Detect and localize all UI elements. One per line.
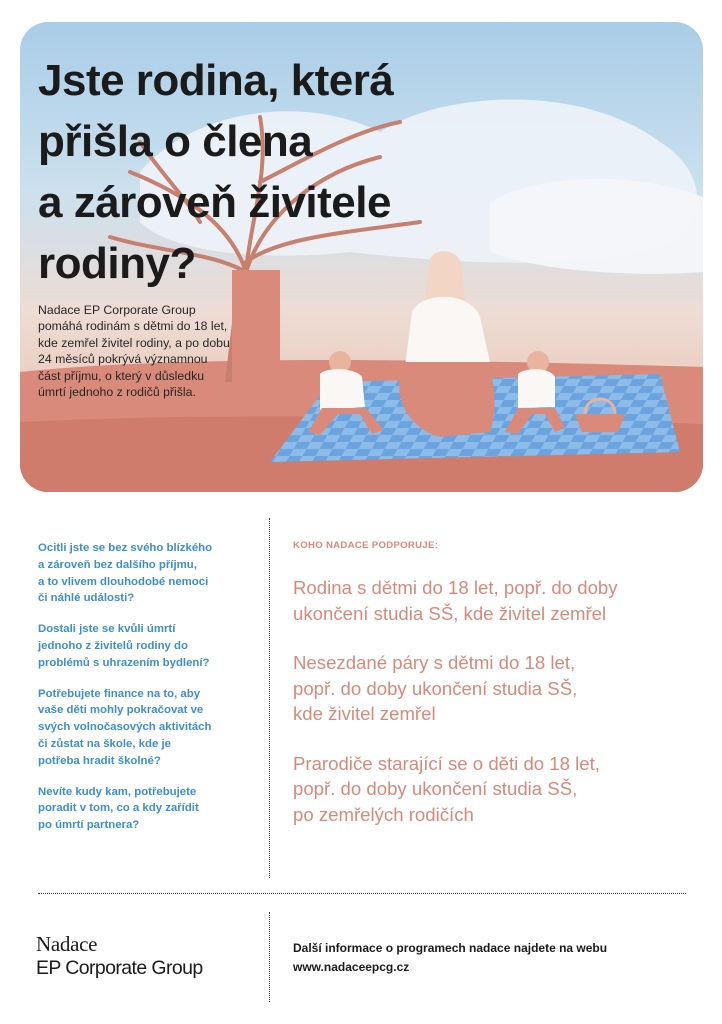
question-line: problémů s uhrazením bydlení? [38,656,210,669]
hero-description [38,302,298,400]
question-line: či náhlé události? [38,592,135,605]
question-line: jednoho z živitelů rodiny do [38,639,188,652]
logo-line: Nadace [36,932,98,956]
hero-title-line: Jste rodina, která [38,56,394,105]
support-heading: KOHO NADACE PODPORUJE: [293,540,439,551]
hero-description-line: pomáhá rodinám s dětmi do 18 let, [38,319,228,334]
column-divider [269,518,270,878]
question-item [38,784,260,834]
question-line: Ocitli jste se bez svého blízkého [38,542,213,554]
support-line: po zemřelých rodičích [293,803,474,825]
question-line: Dostali jste se kvůli úmrtí [38,623,176,636]
question-line: a zároveň bez dalšího příjmu, [38,558,197,571]
hero-title-line: rodiny? [38,239,196,288]
support-line: kde živitel zemřel [293,703,436,724]
question-item [38,621,260,671]
question-line: poradit v tom, co a kdy zařídit [38,802,199,815]
logo-line: EP Corporate Group [36,957,203,979]
hero-description-line: Nadace EP Corporate Group [38,303,196,317]
support-item [293,650,693,727]
footer-info-text: Další informace o programech nadace najdete na webu [293,941,608,955]
support-line: popř. do doby ukončení studia SŠ, [293,778,578,799]
hero-description-line: 24 měsíců pokrývá významnou [38,352,208,367]
hero-description-line: kde zemřel živitel rodiny, a po dobu [38,335,230,350]
website-link[interactable]: www.nadaceepcg.cz [293,960,410,974]
support-item [293,575,693,626]
footer-info [293,939,607,977]
question-line: Nevíte kudy kam, potřebujete [38,785,197,798]
hero-title [38,50,508,294]
support-line: Prarodiče starající se o děti do 18 let, [293,752,600,774]
question-line: Potřebujete finance na to, aby [38,687,201,700]
support-line: ukončení studia SŠ, kde živitel zemřel [293,602,607,624]
question-line: a to vlivem dlouhodobé nemoci [38,575,209,588]
footer-column-divider [269,912,270,1002]
question-item [38,686,260,770]
support-line: Rodina s dětmi do 18 let, popř. do doby [293,577,618,598]
hero-title-line: a zároveň živitele [38,178,391,227]
question-item [38,540,260,607]
support-line: Nesezdané páry s dětmi do 18 let, [293,652,576,673]
support-column [293,540,693,851]
footer-divider [38,893,686,894]
question-line: či zůstat na škole, kde je [38,737,171,750]
hero-description-line: část příjmu, o který v důsledku [38,368,205,383]
question-line: potřeba hradit školné? [38,754,161,767]
foundation-logo [36,933,203,980]
support-line: popř. do doby ukončení studia SŠ, [293,677,578,699]
questions-column [38,540,260,848]
support-item [293,751,693,828]
hero-banner [20,22,703,492]
question-line: po úmrtí partnera? [38,819,140,832]
hero-description-line: úmrtí jednoho z rodičů přišla. [38,385,196,400]
question-line: svých volnočasových aktivitách [38,721,212,734]
question-line: vaše děti mohly pokračovat ve [38,704,204,717]
hero-title-line: přišla o člena [38,117,313,166]
